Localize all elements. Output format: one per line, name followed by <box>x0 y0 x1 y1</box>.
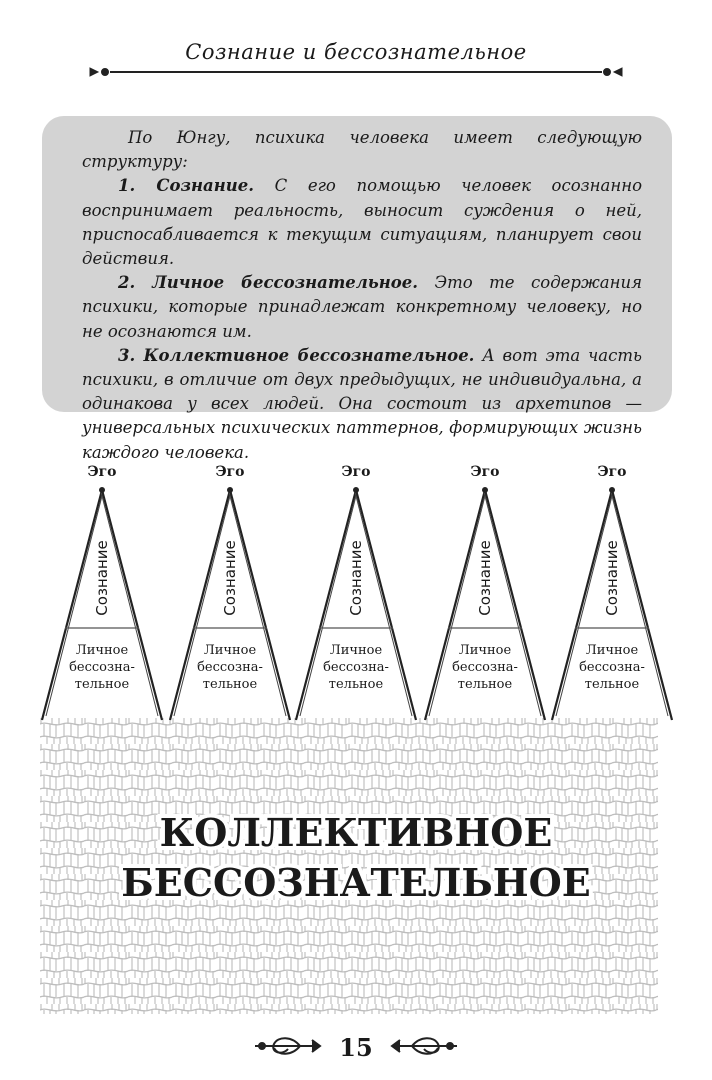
ego-point <box>482 487 488 493</box>
ego-label: Эго <box>87 464 117 480</box>
item-text: А вот эта часть психики, в отличие от двух предыдущих, не индивидуальна, а одинакова у всех людей. Она состоит из архетипов — универсальных психических паттернов, формирующих жизнь каждого человека. <box>82 345 643 462</box>
consciousness-label: Сознание <box>347 540 365 616</box>
personal-unconscious-label-line: Личное <box>203 643 257 658</box>
personal-unconscious-label-line: тельное <box>74 677 130 692</box>
ego-label: Эго <box>215 464 245 480</box>
consciousness-label: Сознание <box>476 540 494 616</box>
personal-unconscious-label-line: бессозна- <box>69 660 135 675</box>
psyche-triangle <box>42 464 162 720</box>
ego-label: Эго <box>341 464 371 480</box>
personal-unconscious-label-line: тельное <box>457 677 513 692</box>
ego-point <box>353 487 359 493</box>
personal-unconscious-label-line: бессозна- <box>323 660 389 675</box>
page-number: 15 <box>339 1033 373 1062</box>
ego-point <box>609 487 615 493</box>
item-term: 2. Личное бессознательное. <box>118 273 419 293</box>
item-text: Это те содержания психики, которые принадлежат конкретному человеку, но не осознаются им. <box>82 273 642 341</box>
personal-unconscious-label-line: Личное <box>585 643 639 658</box>
personal-unconscious-label-line: тельное <box>202 677 258 692</box>
collective-label-line2: БЕССОЗНАТЕЛЬНОЕ <box>121 860 591 905</box>
item-text: С его помощью человек осознанно воспринимает реальность, выносит суждения о ней, приспосабливается к текущим ситуациям, планирует свои действия. <box>82 176 643 269</box>
intro-paragraph: По Юнгу, психика человека имеет следующую структуру: <box>82 128 642 172</box>
personal-unconscious-label-line: тельное <box>584 677 640 692</box>
psyche-triangle <box>552 464 672 720</box>
consciousness-label: Сознание <box>603 540 621 616</box>
ego-label: Эго <box>597 464 627 480</box>
personal-unconscious-label-line: Личное <box>458 643 512 658</box>
personal-unconscious-label-line: тельное <box>328 677 384 692</box>
psyche-triangle <box>425 464 545 720</box>
personal-unconscious-label-line: Личное <box>75 643 129 658</box>
personal-unconscious-label-line: бессозна- <box>197 660 263 675</box>
consciousness-label: Сознание <box>93 540 111 616</box>
personal-unconscious-label-line: бессозна- <box>579 660 645 675</box>
psyche-triangle <box>170 464 290 720</box>
consciousness-label: Сознание <box>221 540 239 616</box>
psyche-triangle <box>296 464 416 720</box>
item-term: 3. Коллективное бессознательное. <box>118 345 475 365</box>
item-term: 1. Сознание. <box>118 176 254 196</box>
collective-label-line1: КОЛЛЕКТИВНОЕ <box>159 810 553 855</box>
personal-unconscious-label-line: Личное <box>329 643 383 658</box>
personal-unconscious-label-line: бессозна- <box>452 660 518 675</box>
ego-label: Эго <box>470 464 500 480</box>
ego-point <box>227 487 233 493</box>
running-header-title: Сознание и бессознательное <box>185 40 527 64</box>
ego-point <box>99 487 105 493</box>
